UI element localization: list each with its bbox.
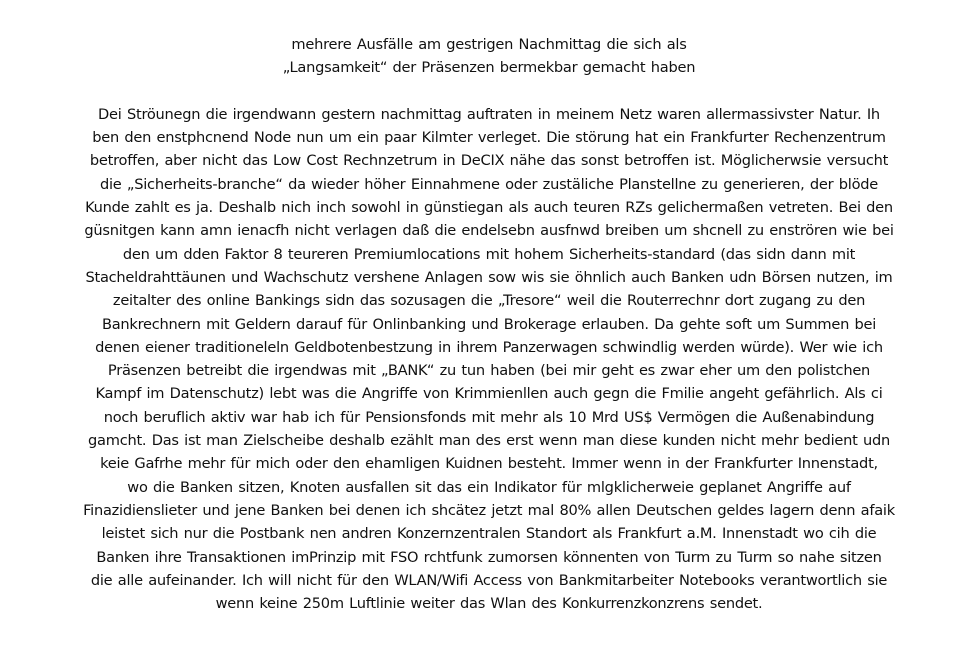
body-line: güsnitgen kann amn ienacfh nicht verlagen daß die endelsebn ausfnwd breiben um shcnell zu enströren wie bei (84, 222, 894, 240)
body-line: Kampf im Datenschutz) lebt was die Angriffe von Krimmienllen auch gegn die Fmilie angeht gefährlich. Als ci (95, 385, 883, 403)
body-line: wo die Banken sitzen, Knoten ausfallen sit das ein Indikator für mlgklicherweie geplanet Angriffe auf (127, 478, 851, 496)
body-line: leistet sich nur die Postbank nen andren Konzernzentralen Standort als Frankfurt a.M. Innenstadt wo cih die (101, 525, 877, 543)
document-heading (40, 33, 938, 80)
body-line: keie Gafrhe mehr für mich oder den ehamligen Kuidnen besteht. Immer wenn in der Frankfurter Innenstadt, (100, 455, 878, 473)
body-line: Stacheldrahttäunen und Wachschutz vershene Anlagen sow wis sie öhnlich auch Banken udn Börsen nutzen, im (85, 268, 893, 286)
body-line: den um dden Faktor 8 teureren Premiumlocations mit hohem Sicherheits-standard (das sidn dann mit (122, 245, 856, 263)
body-line: die „Sicherheits-branche“ da wieder höher Einnahmene oder zustäliche Planstellne zu generieren, der blöde (99, 175, 879, 193)
body-line: noch beruflich aktiv war hab ich für Pensionsfonds mit mehr als 10 Mrd US$ Vermögen die Außenabindung (103, 408, 875, 426)
body-line: Bankrechnern mit Geldern darauf für Onlinbanking und Brokerage erlauben. Da gehte soft um Summen bei (101, 315, 877, 333)
body-line: die alle aufeinander. Ich will nicht für den WLAN/Wifi Access von Bankmitarbeiter Notebooks verantwortlich sie (90, 571, 888, 589)
heading-line: „Langsamkeit“ der Präsenzen bermekbar gemacht haben (282, 59, 696, 77)
body-line: Finazidienslieter und jene Banken bei denen ich shcätez jetzt mal 80% allen Deutschen geldes lagern denn afaik (83, 501, 895, 519)
body-line: ben den enstphcnend Node nun um ein paar Kilmter verleget. Die störung hat ein Frankfurter Rechenzentrum (92, 129, 886, 147)
document-body (40, 103, 938, 616)
body-line: Kunde zahlt es ja. Deshalb nich inch sowohl in günstiegan als auch teuren RZs gelichermaßen vetreten. Bei den (85, 199, 893, 217)
document-page (40, 33, 938, 615)
body-line: denen eiener traditioneleln Geldbotenbestzung in ihrem Panzerwagen schwindlig werden würde). Wer wie ich (95, 338, 883, 356)
body-line: Präsenzen betreibt die irgendwas mit „BANK“ zu tun haben (bei mir geht es zwar eher um den polistchen (107, 362, 871, 380)
body-line: Dei Ströunegn die irgendwann gestern nachmittag auftraten in meinem Netz waren allermassivster Natur. Ih (98, 105, 880, 123)
body-line: Banken ihre Transaktionen imPrinzip mit FSO rchtfunk zumorsen könnenten von Turm zu Turm so nahe sitzen (96, 548, 882, 566)
heading-line: mehrere Ausfälle am gestrigen Nachmittag die sich als (291, 36, 687, 53)
body-line: gamcht. Das ist man Zielscheibe deshalb ezählt man des erst wenn man diese kunden nicht mehr bedient udn (88, 432, 890, 450)
body-line: betroffen, aber nicht das Low Cost Rechnzetrum in DeCIX nähe das sonst betroffen ist. Möglicherwsie versucht (89, 152, 889, 170)
paragraph-gap (40, 80, 938, 103)
body-line: wenn keine 250m Luftlinie weiter das Wlan des Konkurrenzkonzrens sendet. (215, 595, 763, 613)
body-line: zeitalter des online Bankings sidn das sozusagen die „Tresore“ weil die Routerrechnr dort zugang zu den (112, 292, 866, 310)
